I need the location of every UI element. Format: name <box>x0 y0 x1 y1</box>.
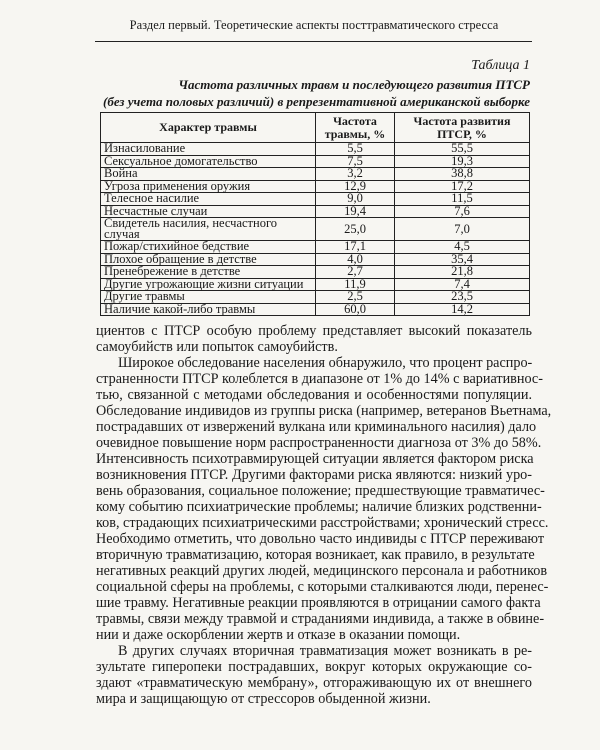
text-line: здают «травматическую мембрану», отгораживающую их от внешнего <box>96 675 532 691</box>
text-line: мира и защищающую от стрессоров обыденной жизни. <box>96 691 431 707</box>
ptsd-frequency-cell: 14,2 <box>395 303 530 316</box>
trauma-frequency-cell: 3,2 <box>316 168 395 181</box>
header-trauma-frequency: Частота травмы, % <box>316 113 395 143</box>
trauma-type-cell: Сексуальное домогательство <box>101 155 316 168</box>
trauma-type-cell: Пренебрежение в детстве <box>101 266 316 279</box>
text-line: страненности ПТСР колеблется в диапазоне от 1% до 14% с вариативнос- <box>96 371 543 387</box>
table-header-row <box>101 113 530 143</box>
ptsd-frequency-cell: 4,5 <box>395 241 530 254</box>
text-line: травмы, связи между травмой и страданиями индивида, а также в обвине- <box>96 611 545 627</box>
text-line: шие травму. Негативные реакции проявляются в отрицании самого факта <box>96 595 541 611</box>
text-line: зультате гиперопеки пострадавших, вокруг которых окружающие со- <box>96 659 532 675</box>
trauma-type-cell: Несчастные случаи <box>101 205 316 218</box>
trauma-type-cell: Другие травмы <box>101 291 316 304</box>
ptsd-frequency-cell: 7,6 <box>395 205 530 218</box>
table-row <box>101 218 530 241</box>
text-line: Обследование индивидов из группы риска (например, ветеранов Вьетнама, <box>96 403 552 419</box>
trauma-type-cell: Изнасилование <box>101 143 316 156</box>
trauma-frequency-cell: 12,9 <box>316 180 395 193</box>
ptsd-frequency-cell: 7,4 <box>395 278 530 291</box>
header-rule <box>95 41 532 42</box>
trauma-type-cell: Плохое обращение в детстве <box>101 253 316 266</box>
header-trauma-type: Характер травмы <box>101 113 316 143</box>
trauma-type-cell: Свидетель насилия, несчастного случая <box>101 218 316 241</box>
text-line: социальной сферы на проблемы, с которыми сталкиваются люди, перенес- <box>96 579 549 595</box>
text-line: вень образования, социальное положение; предшествующие травматичес- <box>96 483 545 499</box>
trauma-frequency-cell: 2,7 <box>316 266 395 279</box>
caption-line: (без учета половых различий) в репрезентативной американской выборке <box>103 94 530 109</box>
trauma-type-cell: Угроза применения оружия <box>101 180 316 193</box>
ptsd-frequency-cell: 55,5 <box>395 143 530 156</box>
trauma-type-cell: Телесное насилие <box>101 193 316 206</box>
text-line: возникновения ПТСР. Другими факторами риска являются: низкий уро- <box>96 467 532 483</box>
ptsd-frequency-cell: 19,3 <box>395 155 530 168</box>
trauma-frequency-cell: 17,1 <box>316 241 395 254</box>
ptsd-frequency-cell: 23,5 <box>395 291 530 304</box>
trauma-table <box>100 112 530 316</box>
ptsd-frequency-cell: 38,8 <box>395 168 530 181</box>
ptsd-frequency-cell: 35,4 <box>395 253 530 266</box>
trauma-frequency-cell: 5,5 <box>316 143 395 156</box>
text-line: тью, связанной с методами обследования и особенностями популяции. <box>96 387 532 403</box>
ptsd-frequency-cell: 17,2 <box>395 180 530 193</box>
text-line: В других случаях вторичная травматизация может возникать в ре- <box>118 643 532 659</box>
ptsd-frequency-cell: 7,0 <box>395 218 530 241</box>
trauma-frequency-cell: 25,0 <box>316 218 395 241</box>
caption-line: Частота различных травм и последующего развития ПТСР <box>178 77 530 92</box>
text-line: негативных реакций других людей, медицинского персонала и работников <box>96 563 548 579</box>
trauma-type-cell: Пожар/стихийное бедствие <box>101 241 316 254</box>
text-line: очевидное повышение норм распространенности диагноза от 3% до 58%. <box>96 435 542 451</box>
ptsd-frequency-cell: 11,5 <box>395 193 530 206</box>
text-line: пострадавших от извержений вулкана или криминального насилия) дало <box>96 419 537 435</box>
text-line: нии и даже оскорблении жертв и отказе в оказании помощи. <box>96 627 461 643</box>
trauma-frequency-cell: 9,0 <box>316 193 395 206</box>
table-label: Таблица 1 <box>471 58 530 73</box>
trauma-frequency-cell: 2,5 <box>316 291 395 304</box>
text-line: Интенсивность психотравмирующей ситуации является фактором риска <box>96 451 534 467</box>
text-line: Необходимо отметить, что довольно часто индивиды с ПТСР переживают <box>96 531 545 547</box>
trauma-type-cell: Другие угрожающие жизни ситуации <box>101 278 316 291</box>
body-text <box>96 323 552 707</box>
text-line: ков, страдающих психиатрическими расстройствами; хронический стресс. <box>96 515 549 531</box>
trauma-type-cell: Наличие какой-либо травмы <box>101 303 316 316</box>
text-line: самоубийств или попыток самоубийств. <box>96 339 338 355</box>
ptsd-frequency-cell: 21,8 <box>395 266 530 279</box>
trauma-frequency-cell: 7,5 <box>316 155 395 168</box>
running-head: Раздел первый. Теоретические аспекты посттравматического стресса <box>129 18 499 32</box>
text-line: кому событию психиатрические проблемы; наличие близких родственни- <box>96 499 542 515</box>
table-caption <box>95 76 530 110</box>
trauma-type-cell: Война <box>101 168 316 181</box>
text-line: циентов с ПТСР особую проблему представляет высокий показатель <box>96 323 532 339</box>
trauma-frequency-cell: 60,0 <box>316 303 395 316</box>
trauma-frequency-cell: 4,0 <box>316 253 395 266</box>
table-row <box>101 303 530 316</box>
text-line: Широкое обследование населения обнаружило, что процент распро- <box>118 355 533 371</box>
trauma-frequency-cell: 19,4 <box>316 205 395 218</box>
trauma-frequency-cell: 11,9 <box>316 278 395 291</box>
header-ptsd-frequency: Частота развития ПТСР, % <box>395 113 530 143</box>
text-line: вторичную травматизацию, которая возникает, как правило, в результате <box>96 547 535 563</box>
